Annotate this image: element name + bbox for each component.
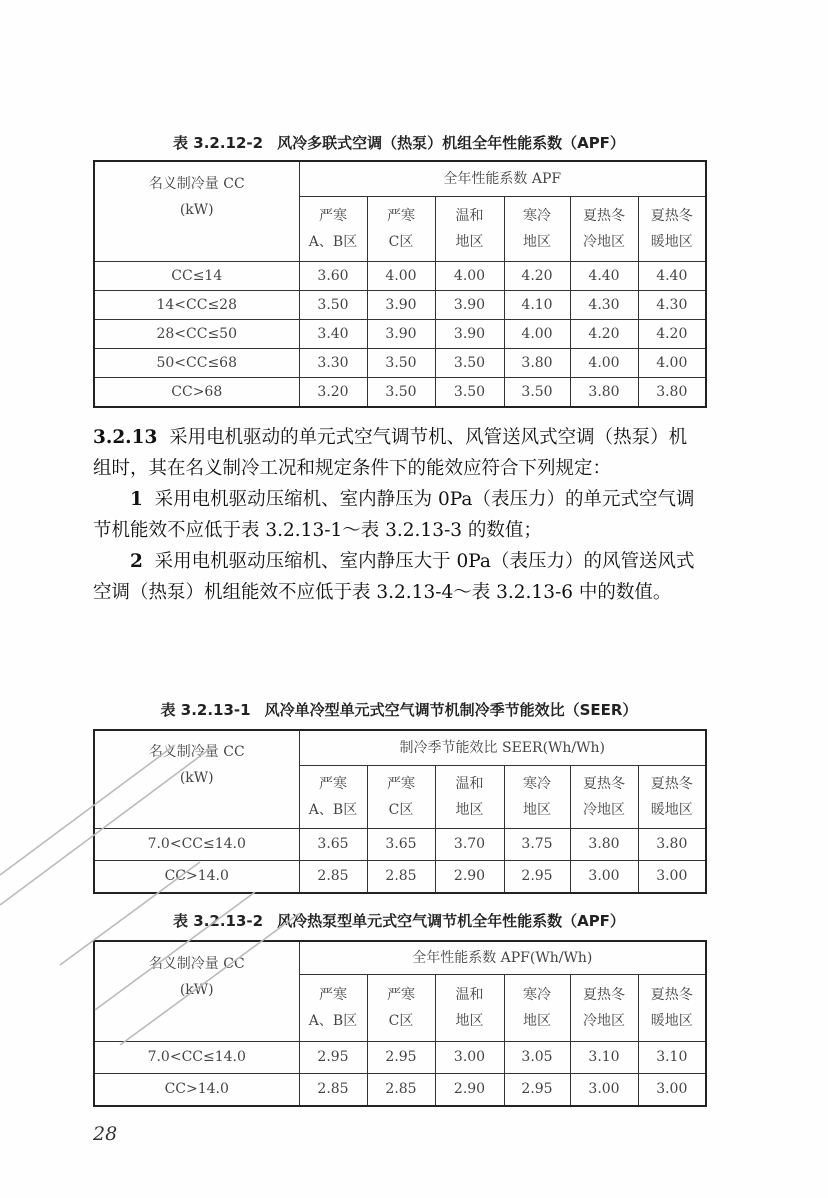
zone-header-line1: 温和 xyxy=(455,776,484,792)
table-cell: 4.30 xyxy=(638,291,706,320)
zone-header-line1: 夏热冬 xyxy=(583,776,625,792)
table3 xyxy=(93,940,707,1107)
table-row xyxy=(94,829,706,861)
zone-header-line2: C区 xyxy=(388,234,414,250)
zone-header-line1: 严寒 xyxy=(319,776,347,792)
capacity-header-line1: 名义制冷量 CC xyxy=(148,743,245,760)
zone-header-line1: 严寒 xyxy=(319,208,347,224)
table-row xyxy=(94,349,706,378)
table-cell: 3.90 xyxy=(435,291,504,320)
zone-header-line1: 夏热冬 xyxy=(650,987,693,1003)
table-cell: 4.00 xyxy=(638,349,706,378)
table-cell: 4.40 xyxy=(638,262,706,291)
zone-header-line1: 温和 xyxy=(455,208,484,224)
group-header: 制冷季节能效比 SEER(Wh/Wh) xyxy=(299,730,706,766)
table-row xyxy=(94,861,706,894)
zone-header-line2: C区 xyxy=(388,1013,414,1029)
table-row xyxy=(94,291,706,320)
table-cell: 2.95 xyxy=(299,1042,367,1074)
table1-caption-title: 风冷多联式空调（热泵）机组全年性能系数（APF） xyxy=(277,134,625,152)
table-cell: 4.40 xyxy=(570,262,638,291)
capacity-header-line2: (kW) xyxy=(179,769,214,786)
table-cell: 3.50 xyxy=(299,291,367,320)
zone-header xyxy=(570,975,638,1042)
column-header-capacity xyxy=(94,161,299,262)
zone-header xyxy=(367,766,435,829)
table-cell: 3.80 xyxy=(638,829,706,861)
table-row xyxy=(94,1042,706,1074)
clause-number: 3.2.13 xyxy=(93,427,158,448)
zone-header-line1: 温和 xyxy=(455,987,484,1003)
clause-item2-number: 2 xyxy=(130,551,143,572)
zone-header xyxy=(435,197,504,262)
table-cell: 3.00 xyxy=(570,861,638,894)
zone-header-line2: 地区 xyxy=(455,1013,484,1029)
clause-item-1 xyxy=(93,484,705,546)
table-cell: 2.85 xyxy=(299,1074,367,1107)
row-label: CC>14.0 xyxy=(94,861,299,894)
zone-header xyxy=(367,975,435,1042)
table-cell: 2.85 xyxy=(299,861,367,894)
zone-header-line1: 严寒 xyxy=(319,987,347,1003)
capacity-header-line2: (kW) xyxy=(179,201,214,218)
table-cell: 3.50 xyxy=(367,349,435,378)
table-cell: 3.50 xyxy=(504,378,570,408)
zone-header-line2: 地区 xyxy=(455,802,484,818)
table2-caption-id: 表 3.2.13-1 xyxy=(160,701,251,719)
table-cell: 3.50 xyxy=(435,378,504,408)
clause-paragraph xyxy=(93,422,705,484)
table-cell: 3.40 xyxy=(299,320,367,349)
table-cell: 3.80 xyxy=(570,378,638,408)
table-cell: 3.10 xyxy=(570,1042,638,1074)
row-label: CC≤14 xyxy=(94,262,299,291)
capacity-header-line2: (kW) xyxy=(179,981,214,998)
table-cell: 2.90 xyxy=(435,861,504,894)
zone-header-line1: 严寒 xyxy=(387,208,415,224)
clause-text: 采用电机驱动的单元式空气调节机、风管送风式空调（热泵）机组时，其在名义制冷工况和规定条件下的能效应符合下列规定： xyxy=(93,427,688,479)
capacity-header-line1: 名义制冷量 CC xyxy=(148,175,245,192)
zone-header-line2: 冷地区 xyxy=(583,802,625,818)
table1 xyxy=(93,160,707,408)
table-cell: 3.65 xyxy=(367,829,435,861)
table-cell: 3.05 xyxy=(504,1042,570,1074)
table-cell: 3.65 xyxy=(299,829,367,861)
row-label: 14<CC≤28 xyxy=(94,291,299,320)
zone-header xyxy=(638,197,706,262)
zone-header xyxy=(504,766,570,829)
table-cell: 3.70 xyxy=(435,829,504,861)
table-cell: 4.00 xyxy=(367,262,435,291)
table1-caption xyxy=(93,132,705,153)
table-row xyxy=(94,320,706,349)
table-cell: 3.50 xyxy=(367,378,435,408)
clause-item1-text: 采用电机驱动压缩机、室内静压为 0Pa（表压力）的单元式空气调节机能效不应低于表 3.2.13-1～表 3.2.13-3 的数值； xyxy=(93,489,695,541)
row-label: CC>68 xyxy=(94,378,299,408)
table-cell: 3.30 xyxy=(299,349,367,378)
table-cell: 3.75 xyxy=(504,829,570,861)
zone-header xyxy=(299,975,367,1042)
zone-header-line1: 寒冷 xyxy=(523,208,551,224)
group-header: 全年性能系数 APF(Wh/Wh) xyxy=(299,941,706,975)
table-cell: 3.00 xyxy=(435,1042,504,1074)
table-cell: 4.00 xyxy=(504,320,570,349)
zone-header-line2: 地区 xyxy=(523,1013,551,1029)
table-cell: 2.95 xyxy=(367,1042,435,1074)
table-cell: 4.00 xyxy=(570,349,638,378)
page-number: 28 xyxy=(93,1123,118,1145)
zone-header-line1: 严寒 xyxy=(387,776,415,792)
table-cell: 4.20 xyxy=(570,320,638,349)
zone-header-line1: 夏热冬 xyxy=(650,208,693,224)
zone-header xyxy=(367,197,435,262)
table-cell: 3.50 xyxy=(435,349,504,378)
table-cell: 2.85 xyxy=(367,1074,435,1107)
zone-header-line2: A、B区 xyxy=(308,234,358,250)
zone-header-line2: 暖地区 xyxy=(650,1013,693,1029)
zone-header-line2: C区 xyxy=(388,802,414,818)
zone-header-line2: A、B区 xyxy=(308,1013,358,1029)
column-header-capacity xyxy=(94,730,299,829)
zone-header-line2: A、B区 xyxy=(308,802,358,818)
capacity-header-line1: 名义制冷量 CC xyxy=(148,955,245,972)
table-row xyxy=(94,262,706,291)
table-cell: 2.95 xyxy=(504,861,570,894)
zone-header xyxy=(638,975,706,1042)
table-cell: 4.10 xyxy=(504,291,570,320)
column-header-capacity xyxy=(94,941,299,1042)
clause-item-2 xyxy=(93,546,705,608)
table-cell: 3.90 xyxy=(367,291,435,320)
table-cell: 3.90 xyxy=(367,320,435,349)
zone-header-line2: 地区 xyxy=(455,234,484,250)
table3-caption xyxy=(93,910,705,931)
zone-header-line2: 冷地区 xyxy=(583,1013,625,1029)
zone-header xyxy=(299,766,367,829)
zone-header-line1: 寒冷 xyxy=(523,776,551,792)
row-label: 50<CC≤68 xyxy=(94,349,299,378)
zone-header xyxy=(570,766,638,829)
table-cell: 4.20 xyxy=(638,320,706,349)
table-cell: 3.00 xyxy=(570,1074,638,1107)
clause-item1-number: 1 xyxy=(130,489,143,510)
table-cell: 3.80 xyxy=(570,829,638,861)
clause-item2-text: 采用电机驱动压缩机、室内静压大于 0Pa（表压力）的风管送风式空调（热泵）机组能效不应低于表 3.2.13-4～表 3.2.13-6 中的数值。 xyxy=(93,551,695,603)
table2-caption-title: 风冷单冷型单元式空气调节机制冷季节能效比（SEER） xyxy=(264,701,638,719)
zone-header-line2: 冷地区 xyxy=(583,234,625,250)
zone-header xyxy=(504,975,570,1042)
row-label: 7.0<CC≤14.0 xyxy=(94,1042,299,1074)
table3-caption-id: 表 3.2.13-2 xyxy=(173,912,264,930)
table-cell: 2.90 xyxy=(435,1074,504,1107)
table-cell: 2.85 xyxy=(367,861,435,894)
table-cell: 4.30 xyxy=(570,291,638,320)
row-label: 7.0<CC≤14.0 xyxy=(94,829,299,861)
table-cell: 4.20 xyxy=(504,262,570,291)
table-row xyxy=(94,378,706,408)
row-label: 28<CC≤50 xyxy=(94,320,299,349)
zone-header xyxy=(435,975,504,1042)
zone-header-line1: 夏热冬 xyxy=(583,208,625,224)
zone-header-line1: 寒冷 xyxy=(523,987,551,1003)
zone-header-line2: 暖地区 xyxy=(650,802,693,818)
clause-block xyxy=(93,422,705,608)
zone-header xyxy=(638,766,706,829)
zone-header xyxy=(299,197,367,262)
row-label: CC>14.0 xyxy=(94,1074,299,1107)
zone-header-line2: 地区 xyxy=(523,802,551,818)
table-cell: 3.80 xyxy=(638,378,706,408)
table-cell: 3.90 xyxy=(435,320,504,349)
zone-header-line1: 严寒 xyxy=(387,987,415,1003)
zone-header xyxy=(504,197,570,262)
table2-caption xyxy=(93,699,705,720)
table-cell: 3.00 xyxy=(638,1074,706,1107)
table-row xyxy=(94,1074,706,1107)
table-cell: 3.20 xyxy=(299,378,367,408)
table-cell: 3.60 xyxy=(299,262,367,291)
table3-caption-title: 风冷热泵型单元式空气调节机全年性能系数（APF） xyxy=(277,912,625,930)
table-cell: 3.10 xyxy=(638,1042,706,1074)
zone-header xyxy=(570,197,638,262)
zone-header-line2: 暖地区 xyxy=(650,234,693,250)
zone-header-line1: 夏热冬 xyxy=(583,987,625,1003)
table-cell: 2.95 xyxy=(504,1074,570,1107)
group-header: 全年性能系数 APF xyxy=(299,161,706,197)
table2 xyxy=(93,729,707,894)
table1-caption-id: 表 3.2.12-2 xyxy=(173,134,264,152)
zone-header-line1: 夏热冬 xyxy=(650,776,693,792)
table-cell: 3.00 xyxy=(638,861,706,894)
table-cell: 4.00 xyxy=(435,262,504,291)
zone-header-line2: 地区 xyxy=(523,234,551,250)
zone-header xyxy=(435,766,504,829)
table-cell: 3.80 xyxy=(504,349,570,378)
